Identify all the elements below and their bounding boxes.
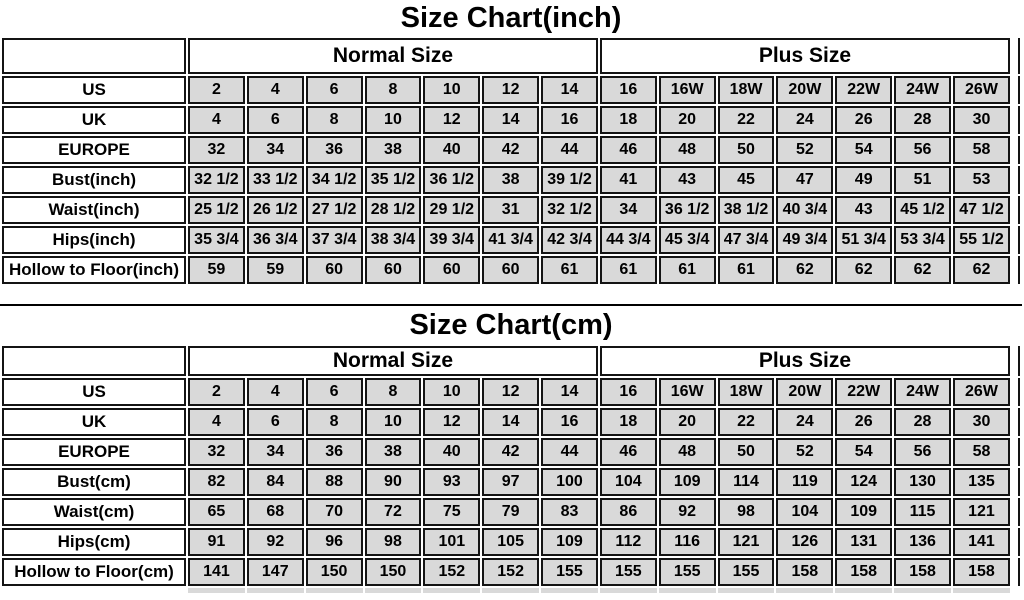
size-cell: 40 3/4 — [776, 196, 833, 224]
size-cell: 12 — [482, 76, 539, 104]
size-cell: 28 — [894, 408, 951, 436]
size-cell: 56 — [894, 136, 951, 164]
size-cell: 8 — [306, 408, 363, 436]
size-cell: 155 — [541, 558, 598, 586]
size-cell: 47 — [776, 166, 833, 194]
filler-cell — [1012, 196, 1020, 224]
table-row — [2, 226, 1020, 254]
size-cell: 8 — [306, 106, 363, 134]
size-cell: 16 — [600, 378, 657, 406]
size-cell: 18 — [600, 408, 657, 436]
size-cell: 55 1/2 — [953, 226, 1010, 254]
cut-off-row — [2, 588, 1020, 593]
corner-cell — [2, 346, 186, 376]
size-cell: 20W — [776, 378, 833, 406]
size-cell: 16 — [541, 408, 598, 436]
cut-off-cell — [247, 588, 304, 593]
size-cell: 109 — [835, 498, 892, 526]
size-cell: 97 — [482, 468, 539, 496]
cut-off-cell — [423, 588, 480, 593]
table-row — [2, 196, 1020, 224]
size-chart-cm-title: Size Chart(cm) — [0, 304, 1022, 344]
size-cell: 4 — [247, 378, 304, 406]
size-cell: 50 — [718, 438, 775, 466]
row-label: UK — [2, 408, 186, 436]
size-cell: 4 — [188, 408, 245, 436]
table-row — [2, 136, 1020, 164]
table-row — [2, 408, 1020, 436]
size-cell: 16W — [659, 76, 716, 104]
size-cell: 30 — [953, 106, 1010, 134]
size-cell: 42 — [482, 136, 539, 164]
cut-off-cell — [953, 588, 1010, 593]
size-cell: 38 1/2 — [718, 196, 775, 224]
size-cell: 36 1/2 — [423, 166, 480, 194]
filler-cell — [1012, 76, 1020, 104]
size-cell: 75 — [423, 498, 480, 526]
size-cell: 36 — [306, 438, 363, 466]
size-cell: 32 — [188, 136, 245, 164]
size-cell: 43 — [659, 166, 716, 194]
size-cell: 32 1/2 — [188, 166, 245, 194]
size-cell: 119 — [776, 468, 833, 496]
size-cell: 6 — [306, 76, 363, 104]
size-cell: 83 — [541, 498, 598, 526]
size-cell: 14 — [482, 106, 539, 134]
size-cell: 38 — [365, 438, 422, 466]
table-row — [2, 528, 1020, 556]
filler-cell — [1012, 346, 1020, 376]
size-cell: 52 — [776, 438, 833, 466]
size-cell: 4 — [188, 106, 245, 134]
row-label: Hips(inch) — [2, 226, 186, 254]
row-label: EUROPE — [2, 136, 186, 164]
size-cell: 33 1/2 — [247, 166, 304, 194]
table-row — [2, 558, 1020, 586]
group-header: Plus Size — [600, 346, 1010, 376]
size-cell: 32 — [188, 438, 245, 466]
size-cell: 65 — [188, 498, 245, 526]
size-cell: 59 — [188, 256, 245, 284]
cut-off-cell — [600, 588, 657, 593]
group-header-row — [2, 38, 1020, 74]
size-chart-inch-section — [0, 0, 1022, 286]
filler-cell — [1012, 166, 1020, 194]
size-cell: 42 — [482, 438, 539, 466]
size-cell: 45 — [718, 166, 775, 194]
size-cell: 14 — [541, 378, 598, 406]
size-cell: 38 — [365, 136, 422, 164]
size-cell: 18W — [718, 76, 775, 104]
filler-cell — [1012, 106, 1020, 134]
size-cell: 10 — [423, 378, 480, 406]
table-row — [2, 106, 1020, 134]
size-cell: 25 1/2 — [188, 196, 245, 224]
size-cell: 31 — [482, 196, 539, 224]
size-cell: 22W — [835, 76, 892, 104]
size-cell: 104 — [600, 468, 657, 496]
size-cell: 121 — [718, 528, 775, 556]
size-cell: 24W — [894, 76, 951, 104]
size-cell: 36 1/2 — [659, 196, 716, 224]
group-header: Normal Size — [188, 346, 598, 376]
table-row — [2, 166, 1020, 194]
size-cell: 60 — [482, 256, 539, 284]
size-cell: 62 — [953, 256, 1010, 284]
filler-cell — [1012, 468, 1020, 496]
table-row — [2, 498, 1020, 526]
size-cell: 86 — [600, 498, 657, 526]
size-cell: 43 — [835, 196, 892, 224]
size-cell: 150 — [365, 558, 422, 586]
size-cell: 72 — [365, 498, 422, 526]
size-cell: 60 — [365, 256, 422, 284]
row-label: US — [2, 378, 186, 406]
size-cell: 6 — [306, 378, 363, 406]
size-chart-inch-table — [0, 36, 1022, 286]
size-cell: 47 3/4 — [718, 226, 775, 254]
size-cell: 126 — [776, 528, 833, 556]
size-cell: 39 1/2 — [541, 166, 598, 194]
filler-cell — [1012, 136, 1020, 164]
size-cell: 115 — [894, 498, 951, 526]
size-cell: 109 — [541, 528, 598, 556]
size-cell: 24W — [894, 378, 951, 406]
size-cell: 158 — [953, 558, 1010, 586]
size-cell: 68 — [247, 498, 304, 526]
size-cell: 39 3/4 — [423, 226, 480, 254]
row-label: Waist(inch) — [2, 196, 186, 224]
size-cell: 82 — [188, 468, 245, 496]
size-cell: 14 — [541, 76, 598, 104]
size-cell: 20 — [659, 106, 716, 134]
size-cell: 32 1/2 — [541, 196, 598, 224]
cut-off-cell — [894, 588, 951, 593]
size-cell: 16 — [600, 76, 657, 104]
size-cell: 84 — [247, 468, 304, 496]
size-cell: 70 — [306, 498, 363, 526]
size-cell: 49 — [835, 166, 892, 194]
filler-cell — [1012, 498, 1020, 526]
row-label: UK — [2, 106, 186, 134]
size-cell: 93 — [423, 468, 480, 496]
size-cell: 152 — [423, 558, 480, 586]
row-label: Hollow to Floor(cm) — [2, 558, 186, 586]
size-cell: 46 — [600, 136, 657, 164]
size-cell: 22W — [835, 378, 892, 406]
size-cell: 2 — [188, 378, 245, 406]
size-cell: 150 — [306, 558, 363, 586]
size-cell: 45 3/4 — [659, 226, 716, 254]
size-cell: 35 1/2 — [365, 166, 422, 194]
size-cell: 6 — [247, 408, 304, 436]
size-cell: 16W — [659, 378, 716, 406]
size-cell: 121 — [953, 498, 1010, 526]
size-cell: 135 — [953, 468, 1010, 496]
size-cell: 22 — [718, 106, 775, 134]
size-cell: 131 — [835, 528, 892, 556]
size-cell: 8 — [365, 378, 422, 406]
size-cell: 28 — [894, 106, 951, 134]
size-cell: 141 — [188, 558, 245, 586]
size-cell: 62 — [894, 256, 951, 284]
size-cell: 27 1/2 — [306, 196, 363, 224]
table-row — [2, 256, 1020, 284]
size-cell: 104 — [776, 498, 833, 526]
size-cell: 36 — [306, 136, 363, 164]
size-cell: 26W — [953, 378, 1010, 406]
size-cell: 37 3/4 — [306, 226, 363, 254]
cut-off-cell — [188, 588, 245, 593]
table-row — [2, 468, 1020, 496]
size-cell: 61 — [600, 256, 657, 284]
row-label: US — [2, 76, 186, 104]
size-cell: 26W — [953, 76, 1010, 104]
cut-off-cell — [306, 588, 363, 593]
size-cell: 28 1/2 — [365, 196, 422, 224]
cut-off-cell — [541, 588, 598, 593]
size-cell: 30 — [953, 408, 1010, 436]
size-chart-cm-table — [0, 344, 1022, 595]
size-cell: 54 — [835, 136, 892, 164]
size-cell: 61 — [659, 256, 716, 284]
size-cell: 34 — [247, 438, 304, 466]
size-cell: 109 — [659, 468, 716, 496]
size-cell: 48 — [659, 438, 716, 466]
size-cell: 52 — [776, 136, 833, 164]
size-cell: 45 1/2 — [894, 196, 951, 224]
filler-cell — [1012, 588, 1020, 593]
size-cell: 18 — [600, 106, 657, 134]
filler-cell — [1012, 378, 1020, 406]
size-cell: 24 — [776, 408, 833, 436]
size-cell: 20 — [659, 408, 716, 436]
size-cell: 91 — [188, 528, 245, 556]
size-cell: 34 1/2 — [306, 166, 363, 194]
size-cell: 92 — [247, 528, 304, 556]
corner-cell — [2, 38, 186, 74]
size-cell: 158 — [835, 558, 892, 586]
size-cell: 40 — [423, 136, 480, 164]
size-cell: 116 — [659, 528, 716, 556]
size-cell: 61 — [541, 256, 598, 284]
size-chart-cm-section — [0, 304, 1022, 595]
size-cell: 56 — [894, 438, 951, 466]
cut-off-label-cell — [2, 588, 186, 593]
size-cell: 60 — [306, 256, 363, 284]
group-header: Normal Size — [188, 38, 598, 74]
size-cell: 36 3/4 — [247, 226, 304, 254]
filler-cell — [1012, 438, 1020, 466]
size-cell: 141 — [953, 528, 1010, 556]
row-label: EUROPE — [2, 438, 186, 466]
size-cell: 147 — [247, 558, 304, 586]
size-cell: 16 — [541, 106, 598, 134]
cut-off-cell — [718, 588, 775, 593]
size-cell: 155 — [718, 558, 775, 586]
size-cell: 100 — [541, 468, 598, 496]
size-cell: 92 — [659, 498, 716, 526]
filler-cell — [1012, 226, 1020, 254]
size-cell: 79 — [482, 498, 539, 526]
table-row — [2, 438, 1020, 466]
size-cell: 58 — [953, 136, 1010, 164]
size-cell: 136 — [894, 528, 951, 556]
size-cell: 24 — [776, 106, 833, 134]
size-cell: 12 — [482, 378, 539, 406]
filler-cell — [1012, 38, 1020, 74]
size-cell: 46 — [600, 438, 657, 466]
size-cell: 58 — [953, 438, 1010, 466]
size-cell: 59 — [247, 256, 304, 284]
size-cell: 51 3/4 — [835, 226, 892, 254]
table-row — [2, 76, 1020, 104]
size-cell: 26 1/2 — [247, 196, 304, 224]
size-cell: 96 — [306, 528, 363, 556]
size-cell: 88 — [306, 468, 363, 496]
cut-off-cell — [365, 588, 422, 593]
size-cell: 98 — [718, 498, 775, 526]
size-cell: 26 — [835, 106, 892, 134]
size-cell: 10 — [365, 408, 422, 436]
cut-off-cell — [482, 588, 539, 593]
size-cell: 14 — [482, 408, 539, 436]
size-cell: 53 — [953, 166, 1010, 194]
size-cell: 44 3/4 — [600, 226, 657, 254]
size-cell: 61 — [718, 256, 775, 284]
table-row — [2, 378, 1020, 406]
size-cell: 20W — [776, 76, 833, 104]
size-cell: 62 — [835, 256, 892, 284]
filler-cell — [1012, 256, 1020, 284]
size-cell: 38 3/4 — [365, 226, 422, 254]
size-cell: 155 — [600, 558, 657, 586]
size-cell: 12 — [423, 408, 480, 436]
size-cell: 12 — [423, 106, 480, 134]
size-cell: 158 — [776, 558, 833, 586]
size-cell: 47 1/2 — [953, 196, 1010, 224]
size-cell: 62 — [776, 256, 833, 284]
size-cell: 48 — [659, 136, 716, 164]
size-cell: 40 — [423, 438, 480, 466]
size-cell: 42 3/4 — [541, 226, 598, 254]
size-cell: 124 — [835, 468, 892, 496]
row-label: Bust(inch) — [2, 166, 186, 194]
size-cell: 53 3/4 — [894, 226, 951, 254]
size-cell: 158 — [894, 558, 951, 586]
size-cell: 41 — [600, 166, 657, 194]
filler-cell — [1012, 558, 1020, 586]
size-cell: 34 — [600, 196, 657, 224]
size-cell: 6 — [247, 106, 304, 134]
row-label: Hollow to Floor(inch) — [2, 256, 186, 284]
size-cell: 130 — [894, 468, 951, 496]
size-cell: 112 — [600, 528, 657, 556]
size-cell: 50 — [718, 136, 775, 164]
size-cell: 22 — [718, 408, 775, 436]
group-header: Plus Size — [600, 38, 1010, 74]
cut-off-cell — [776, 588, 833, 593]
row-label: Waist(cm) — [2, 498, 186, 526]
size-cell: 98 — [365, 528, 422, 556]
size-cell: 4 — [247, 76, 304, 104]
filler-cell — [1012, 528, 1020, 556]
size-cell: 51 — [894, 166, 951, 194]
row-label: Bust(cm) — [2, 468, 186, 496]
filler-cell — [1012, 408, 1020, 436]
size-cell: 114 — [718, 468, 775, 496]
size-cell: 38 — [482, 166, 539, 194]
size-cell: 44 — [541, 136, 598, 164]
size-cell: 8 — [365, 76, 422, 104]
size-chart-inch-title: Size Chart(inch) — [400, 1, 622, 34]
group-header-row — [2, 346, 1020, 376]
size-cell: 101 — [423, 528, 480, 556]
size-cell: 34 — [247, 136, 304, 164]
size-cell: 49 3/4 — [776, 226, 833, 254]
size-cell: 152 — [482, 558, 539, 586]
size-cell: 155 — [659, 558, 716, 586]
size-cell: 26 — [835, 408, 892, 436]
size-cell: 10 — [423, 76, 480, 104]
size-cell: 105 — [482, 528, 539, 556]
size-cell: 35 3/4 — [188, 226, 245, 254]
row-label: Hips(cm) — [2, 528, 186, 556]
size-cell: 18W — [718, 378, 775, 406]
size-cell: 44 — [541, 438, 598, 466]
size-cell: 90 — [365, 468, 422, 496]
cut-off-cell — [659, 588, 716, 593]
size-cell: 60 — [423, 256, 480, 284]
size-cell: 54 — [835, 438, 892, 466]
cut-off-cell — [835, 588, 892, 593]
size-cell: 41 3/4 — [482, 226, 539, 254]
size-cell: 2 — [188, 76, 245, 104]
size-cell: 10 — [365, 106, 422, 134]
size-cell: 29 1/2 — [423, 196, 480, 224]
